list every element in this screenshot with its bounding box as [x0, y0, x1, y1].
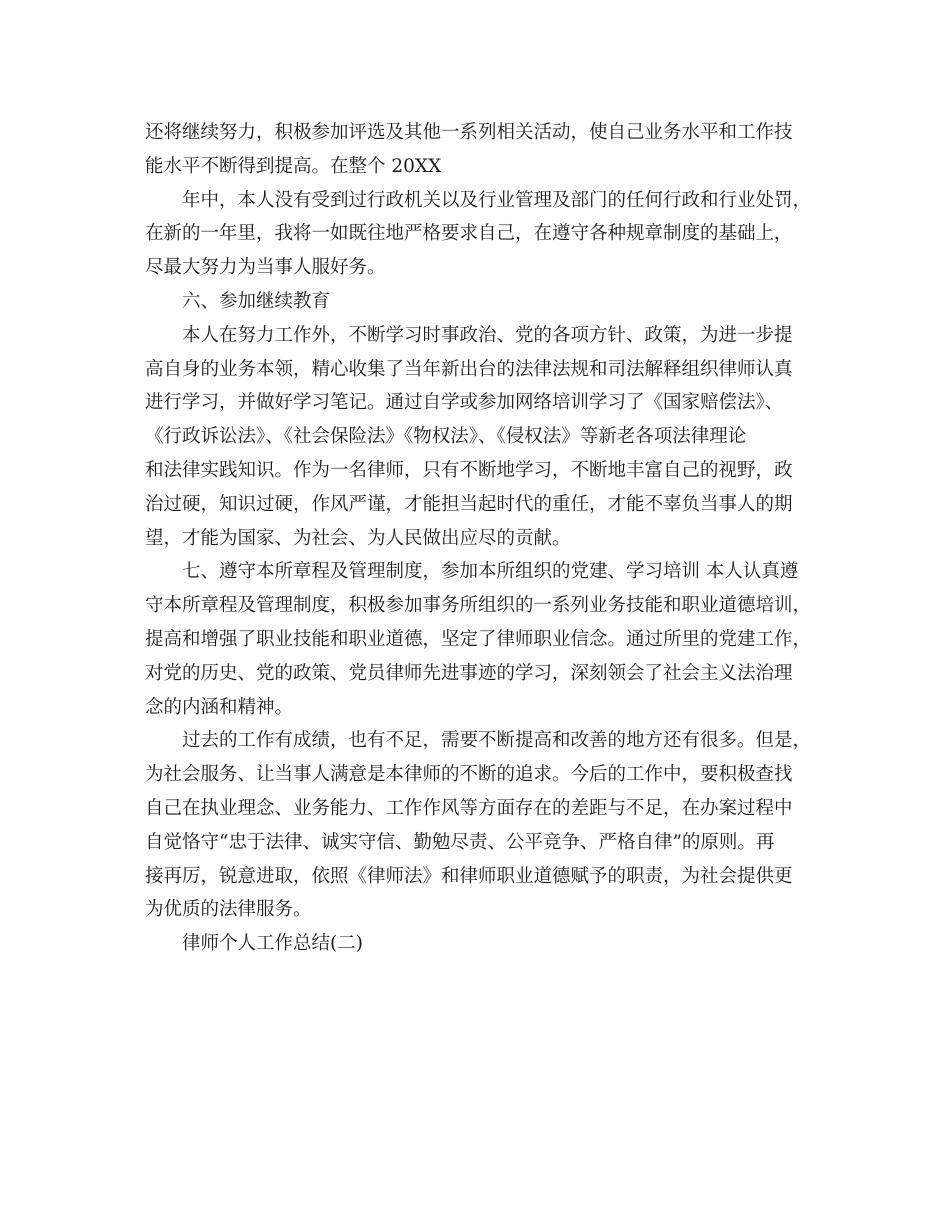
text-line: 治过硬，知识过硬，作风严谨，才能担当起时代的重任，才能不辜负当事人的期: [145, 493, 793, 515]
text-line: 提高和增强了职业技能和职业道德，坚定了律师职业信念。通过所里的党建工作，: [145, 628, 812, 650]
document-subtitle: 律师个人工作总结(二): [182, 933, 363, 955]
text-line: 为优质的法律服务。: [145, 899, 312, 921]
section-heading: 六、参加继续教育: [182, 290, 331, 312]
text-line: 接再厉，锐意进取，依照《律师法》和律师职业道德赋予的职责，为社会提供更: [145, 865, 793, 887]
text-line: 高自身的业务本领，精心收集了当年新出台的法律法规和司法解释组织律师认真: [145, 358, 793, 380]
text-line: 年中，本人没有受到过行政机关以及行业管理及部门的任何行政和行业处罚，: [182, 189, 812, 211]
text-line: 《行政诉讼法》、《社会保险法》《物权法》、《侵权法》等新老各项法律理论: [145, 426, 747, 448]
text-line: 进行学习，并做好学习笔记。通过自学或参加网络培训学习了《国家赔偿法》、: [145, 392, 784, 414]
text-line: 尽最大努力为当事人服好务。: [145, 257, 386, 279]
text-line: 望，才能为国家、为社会、为人民做出应尽的贡献。: [145, 527, 571, 549]
document-body: [145, 116, 810, 961]
text-line: 还将继续努力，积极参加评选及其他一系列相关活动，使自己业务水平和工作技: [145, 122, 793, 143]
text-line: 过去的工作有成绩，也有不足，需要不断提高和改善的地方还有很多。但是，: [182, 730, 812, 752]
text-line: 念的内涵和精神。: [145, 696, 294, 718]
text-line: 为社会服务、让当事人满意是本律师的不断的追求。今后的工作中，要积极查找: [145, 764, 793, 786]
text-line: 能水平不断得到提高。在整个 20XX: [145, 155, 442, 177]
text-line: 守本所章程及管理制度，积极参加事务所组织的一系列业务技能和职业道德培训，: [145, 595, 812, 617]
text-line: 自觉恪守“忠于法律、诚实守信、勤勉尽责、公平竞争、严格自律”的原则。再: [145, 831, 775, 853]
text-line: 自己在执业理念、业务能力、工作作风等方面存在的差距与不足，在办案过程中: [145, 797, 793, 819]
text-line: 对党的历史、党的政策、党员律师先进事迹的学习，深刻领会了社会主义法治理: [145, 662, 793, 684]
text-line: 本人在努力工作外，不断学习时事政治、党的各项方针、政策，为进一步提: [182, 324, 793, 346]
section-heading: 七、遵守本所章程及管理制度，参加本所组织的党建、学习培训 本人认真遵: [182, 561, 799, 583]
text-line: 和法律实践知识。作为一名律师，只有不断地学习，不断地丰富自己的视野，政: [145, 459, 793, 481]
text-line: 在新的一年里，我将一如既往地严格要求自己，在遵守各种规章制度的基础上，: [145, 223, 793, 245]
